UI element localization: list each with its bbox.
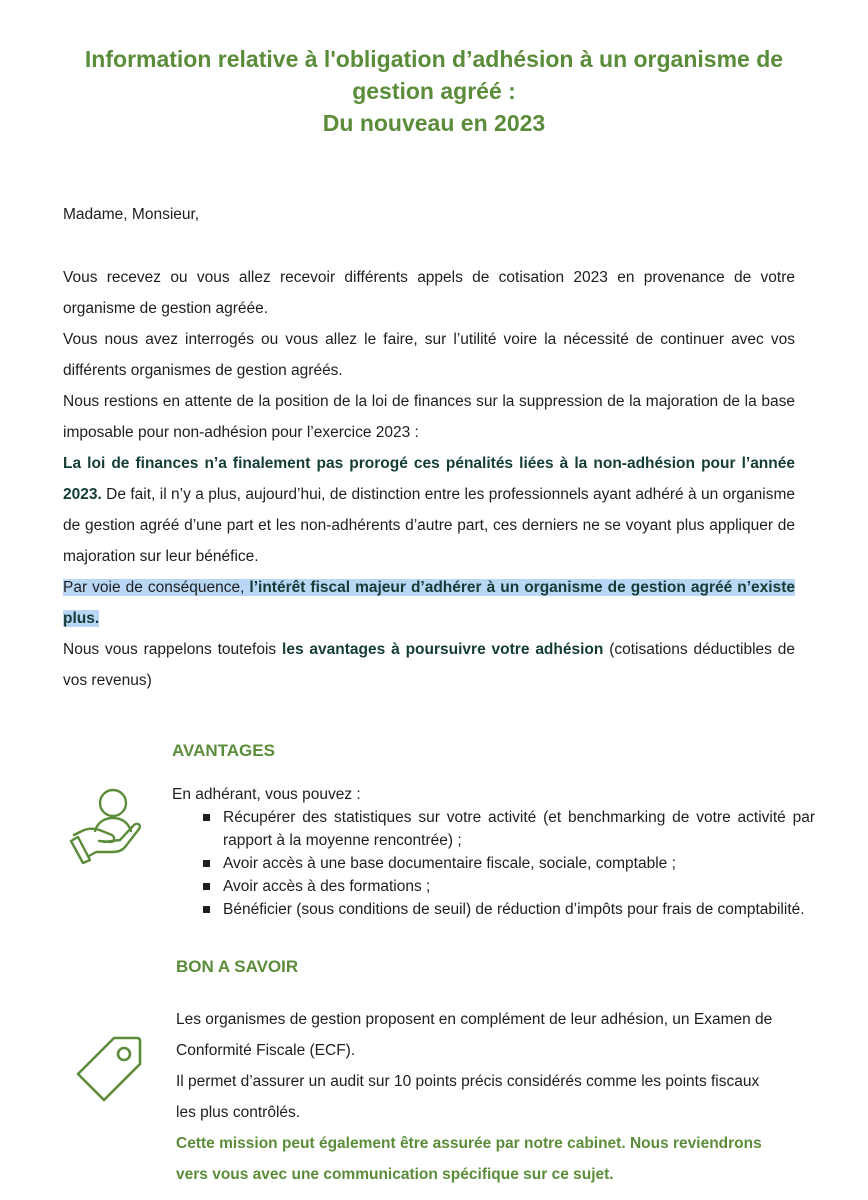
paragraph-3: Nous restions en attente de la position de la loi de finances sur la suppression de la majoration de la base imposable pour non-adhésion pour l’exercice 2023 : — [63, 393, 795, 441]
bullet-square — [203, 860, 210, 867]
bon-a-savoir-paragraph-3: Cette mission peut également être assurée par notre cabinet. Nous reviendrons vers vous avec une communication spécifique sur ce sujet. — [176, 1135, 762, 1183]
avantages-list — [172, 806, 815, 921]
list-item — [172, 852, 815, 875]
bullet-square — [203, 883, 210, 890]
paragraph-4-bold: La loi de finances n’a finalement pas prorogé ces pénalités liées à la non-adhésion pour l’année 2023. — [63, 455, 795, 503]
list-item-text: Avoir accès à des formations ; — [223, 878, 431, 895]
paragraph-5[interactable] — [63, 572, 795, 634]
tag-icon — [74, 1034, 144, 1104]
main-text — [63, 262, 795, 696]
salutation: Madame, Monsieur, — [63, 206, 200, 223]
avantages-intro: En adhérant, vous pouvez : — [172, 786, 361, 803]
bullet-square — [203, 906, 210, 913]
title-line-2: gestion agréé : — [352, 78, 516, 104]
list-item-text: Récupérer des statistiques sur votre activité (et benchmarking de votre activité par rapport à la moyenne rencontrée) ; — [223, 809, 815, 849]
paragraph-6-end: (cotisations déductibles de vos revenus) — [63, 641, 795, 689]
paragraph-5-start[interactable]: Par voie de conséquence, — [63, 579, 250, 596]
title-line-3: Du nouveau en 2023 — [322, 110, 546, 136]
paragraph-4-rest: De fait, il n’y a plus, aujourd’hui, de distinction entre les professionnels ayant adhéré à un organisme de gestion agréé d’une part et les non-adhérents d’autre part, ces derniers ne se voyant plus appliquer de majoration sur leur bénéfice. — [63, 486, 795, 565]
paragraph-6 — [63, 634, 795, 696]
paragraph-6-start: Nous vous rappelons toutefois — [63, 641, 283, 658]
bullet-square — [203, 814, 210, 821]
title-line-1: Information relative à l'obligation d’adhésion à un organisme de — [84, 46, 784, 72]
list-item-text: Avoir accès à une base documentaire fiscale, sociale, comptable ; — [223, 855, 676, 872]
bon-a-savoir-paragraph-2: Il permet d’assurer un audit sur 10 points précis considérés comme les points fiscaux les plus contrôlés. — [176, 1073, 760, 1121]
hand-person-icon — [68, 785, 148, 865]
paragraph-4 — [63, 448, 795, 572]
list-item — [172, 898, 815, 921]
avantages-heading: AVANTAGES — [172, 741, 275, 760]
bon-a-savoir-heading: BON A SAVOIR — [176, 957, 299, 976]
bon-a-savoir-paragraph-1: Les organismes de gestion proposent en complément de leur adhésion, un Examen de Conformité Fiscale (ECF). — [176, 1011, 773, 1059]
list-item — [172, 806, 815, 852]
paragraph-5-bold[interactable]: l’intérêt fiscal majeur d’adhérer à un organisme de gestion agréé n’existe plus. — [63, 579, 795, 627]
paragraph-6-bold: les avantages à poursuivre votre adhésion — [282, 641, 604, 658]
bon-a-savoir-text — [176, 1004, 780, 1190]
paragraph-1: Vous recevez ou vous allez recevoir différents appels de cotisation 2023 en provenance de votre organisme de gestion agréée. — [63, 269, 795, 317]
paragraph-2: Vous nous avez interrogés ou vous allez le faire, sur l’utilité voire la nécessité de continuer avec vos différents organismes de gestion agréés. — [63, 331, 795, 379]
document-title — [40, 43, 828, 139]
list-item — [172, 875, 815, 898]
list-item-text: Bénéficier (sous conditions de seuil) de réduction d’impôts pour frais de comptabilité. — [223, 901, 805, 918]
